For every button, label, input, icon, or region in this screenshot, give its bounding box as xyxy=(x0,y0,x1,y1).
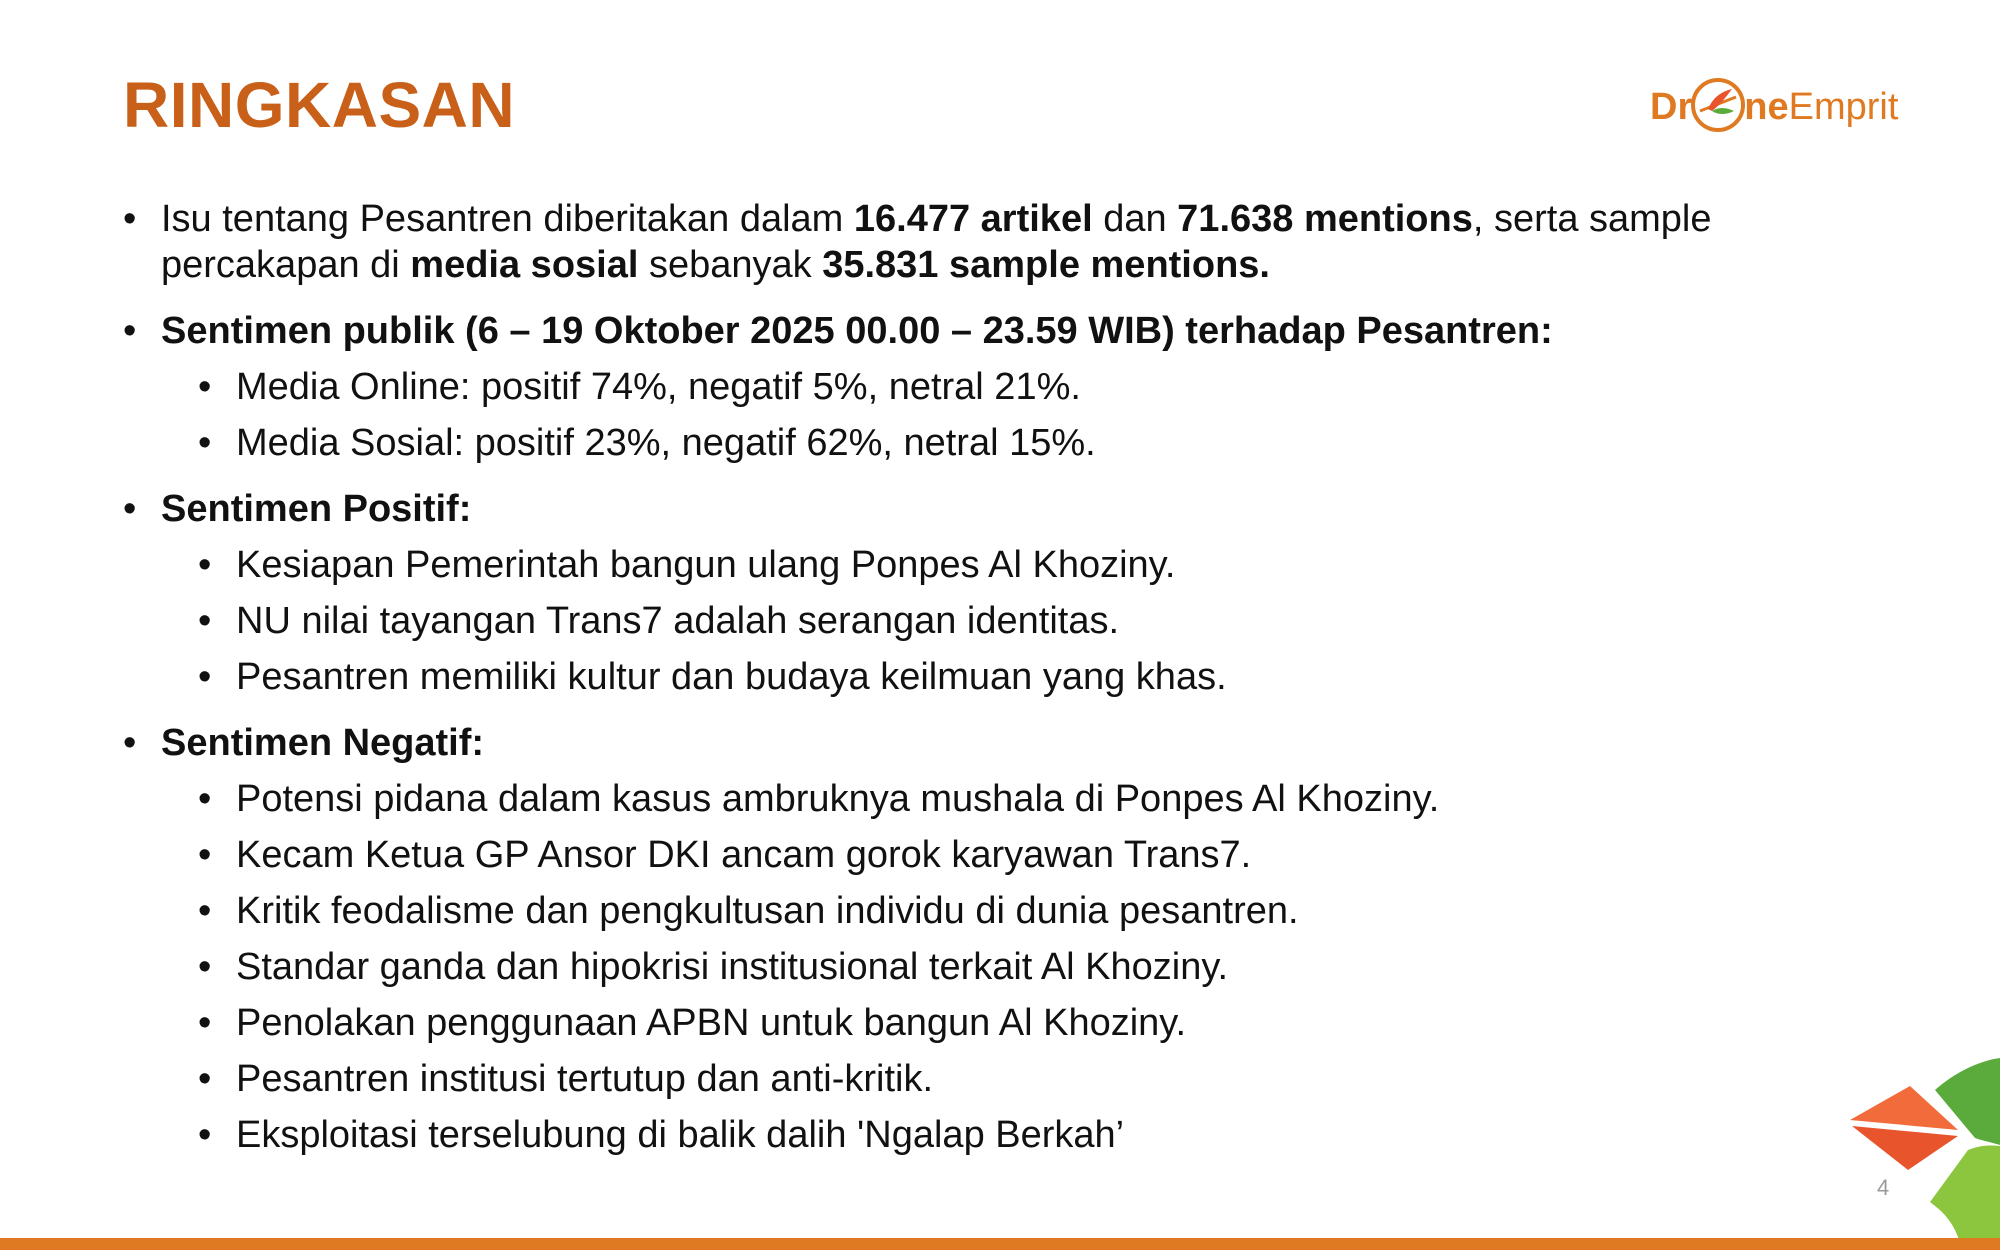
sub-bullet: • Standar ganda dan hipokrisi institusional terkait Al Khoziny. xyxy=(198,944,1903,990)
sub-bullet: • Potensi pidana dalam kasus ambruknya mushala di Ponpes Al Khoziny. xyxy=(198,776,1903,822)
drone-bird-icon xyxy=(1690,77,1746,133)
intro-text-1: Isu tentang Pesantren diberitakan dalam xyxy=(161,198,854,240)
sub-bullet: • Media Sosial: positif 23%, negatif 62%, netral 15%. xyxy=(198,420,1903,466)
sub-bullet: • Penolakan penggunaan APBN untuk bangun Al Khoziny. xyxy=(198,1000,1903,1046)
public-sentiment-heading: Sentimen publik (6 – 19 Oktober 2025 00.00 – 23.59 WIB) terhadap Pesantren: xyxy=(161,310,1553,352)
social-media-label: media sosial xyxy=(410,244,639,286)
corner-decoration xyxy=(1840,1050,2000,1250)
intro-text-3: , serta sample percakapan di xyxy=(161,198,1712,286)
sub-bullet: • Pesantren memiliki kultur dan budaya keilmuan yang khas. xyxy=(198,654,1903,700)
positive-sentiment-bullet xyxy=(123,486,1903,700)
sub-bullet: • NU nilai tayangan Trans7 adalah serangan identitas. xyxy=(198,598,1903,644)
sub-bullet: • Pesantren institusi tertutup dan anti-kritik. xyxy=(198,1056,1903,1102)
summary-content xyxy=(123,196,1903,1178)
bottom-bar xyxy=(0,1238,2000,1250)
positive-sentiment-heading: Sentimen Positif: xyxy=(161,488,472,530)
slide-title: RINGKASAN xyxy=(123,69,516,141)
sub-bullet: • Kesiapan Pemerintah bangun ulang Ponpes Al Khoziny. xyxy=(198,542,1903,588)
public-sentiment-bullet xyxy=(123,308,1903,466)
drone-emprit-logo xyxy=(1650,72,1920,142)
sub-bullet: • Kritik feodalisme dan pengkultusan individu di dunia pesantren. xyxy=(198,888,1903,934)
sub-bullet: • Eksploitasi terselubung di balik dalih 'Ngalap Berkah’ xyxy=(198,1112,1903,1158)
logo-text-ne: ne xyxy=(1744,86,1789,128)
intro-text-2: dan xyxy=(1092,198,1178,240)
article-count: 16.477 artikel xyxy=(853,198,1093,240)
sub-bullet: • Media Online: positif 74%, negatif 5%, netral 21%. xyxy=(198,364,1903,410)
mention-count: 71.638 mentions xyxy=(1177,198,1473,240)
negative-sentiment-bullet xyxy=(123,720,1903,1158)
logo-text-dr: Dr xyxy=(1650,86,1693,128)
intro-text-4: sebanyak xyxy=(638,244,823,286)
sample-mention-count: 35.831 sample mentions. xyxy=(822,244,1270,286)
intro-bullet xyxy=(123,196,1903,288)
negative-sentiment-heading: Sentimen Negatif: xyxy=(161,722,485,764)
sub-bullet: • Kecam Ketua GP Ansor DKI ancam gorok karyawan Trans7. xyxy=(198,832,1903,878)
page-number: 4 xyxy=(1877,1175,1890,1200)
logo-text-emprit: Emprit xyxy=(1788,86,1899,128)
